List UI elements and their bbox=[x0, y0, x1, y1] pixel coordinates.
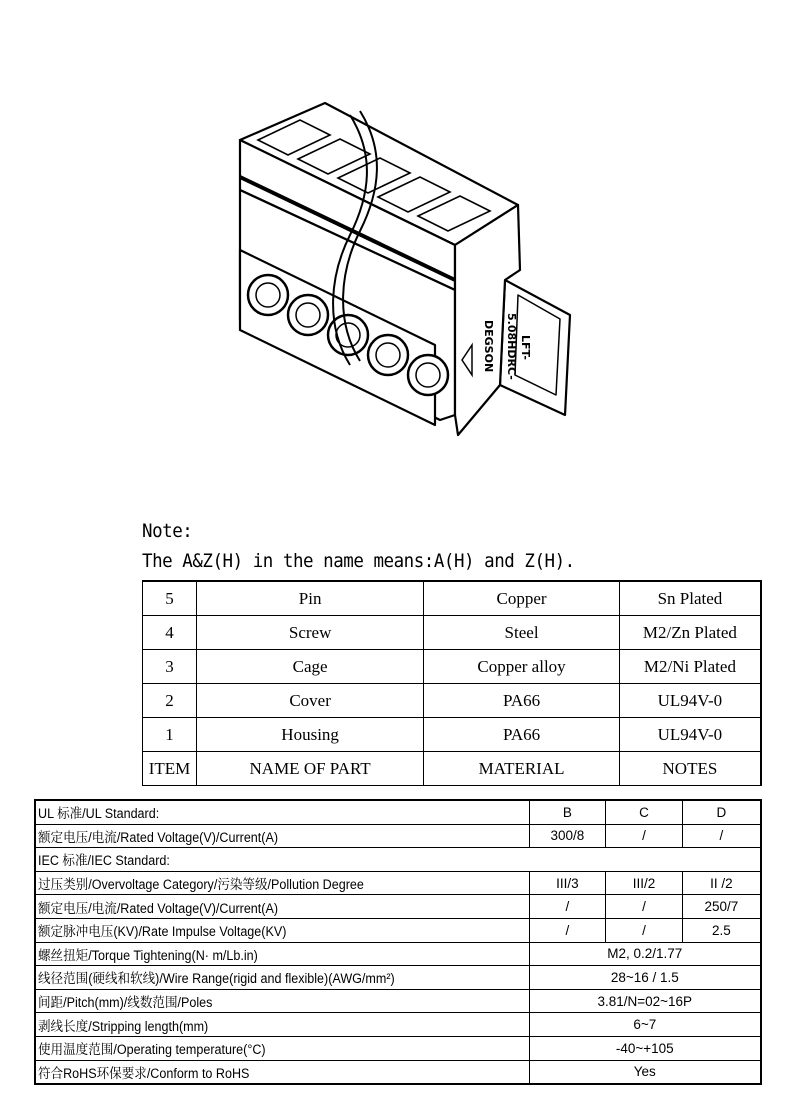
table-row bbox=[143, 581, 762, 616]
spec-value: / bbox=[606, 824, 683, 848]
table-row bbox=[35, 1013, 761, 1037]
bom-header-item: ITEM bbox=[143, 752, 197, 786]
bom-table bbox=[142, 580, 762, 786]
bom-notes: Sn Plated bbox=[619, 581, 761, 616]
spec-value: III/2 bbox=[606, 871, 683, 895]
table-row bbox=[35, 966, 761, 990]
table-row bbox=[35, 800, 761, 824]
spec-value: M2, 0.2/1.77 bbox=[529, 942, 761, 966]
bom-part: Cover bbox=[196, 684, 423, 718]
bom-notes: M2/Ni Plated bbox=[619, 650, 761, 684]
note-title: Note: bbox=[142, 520, 193, 542]
spec-label: 符合RoHS环保要求/Conform to RoHS bbox=[35, 1060, 529, 1084]
bom-item: 5 bbox=[143, 581, 197, 616]
spec-value: / bbox=[529, 895, 606, 919]
table-row bbox=[143, 718, 762, 752]
table-row bbox=[35, 871, 761, 895]
spec-label: 额定脉冲电压(KV)/Rate Impulse Voltage(KV) bbox=[35, 918, 529, 942]
table-row bbox=[143, 684, 762, 718]
product-marking-3: DEGSON bbox=[482, 320, 495, 373]
bom-item: 1 bbox=[143, 718, 197, 752]
class-d-header: D bbox=[682, 800, 761, 824]
spec-table bbox=[34, 799, 762, 1085]
table-row bbox=[35, 1036, 761, 1060]
terminal-block-drawing bbox=[200, 95, 600, 475]
spec-value: 300/8 bbox=[529, 824, 606, 848]
spec-value: / bbox=[529, 918, 606, 942]
bom-material: Copper bbox=[424, 581, 620, 616]
bom-part: Cage bbox=[196, 650, 423, 684]
table-row bbox=[35, 895, 761, 919]
table-row bbox=[143, 616, 762, 650]
spec-label: 额定电压/电流/Rated Voltage(V)/Current(A) bbox=[35, 824, 529, 848]
product-marking-1: LFT- bbox=[519, 335, 532, 360]
bom-notes: UL94V-0 bbox=[619, 718, 761, 752]
bom-notes: UL94V-0 bbox=[619, 684, 761, 718]
spec-value: 250/7 bbox=[682, 895, 761, 919]
spec-label: 螺丝扭矩/Torque Tightening(N· m/Lb.in) bbox=[35, 942, 529, 966]
spec-value: Yes bbox=[529, 1060, 761, 1084]
spec-value: 28~16 / 1.5 bbox=[529, 966, 761, 990]
bom-notes: M2/Zn Plated bbox=[619, 616, 761, 650]
table-row bbox=[35, 942, 761, 966]
bom-part: Pin bbox=[196, 581, 423, 616]
spec-value: 3.81/N=02~16P bbox=[529, 989, 761, 1013]
product-marking-2: 5.08HDRC- bbox=[505, 313, 518, 380]
bom-part: Housing bbox=[196, 718, 423, 752]
table-row bbox=[35, 1060, 761, 1084]
spec-label: 线径范围(硬线和软线)/Wire Range(rigid and flexible)(AWG/mm²) bbox=[35, 966, 529, 990]
table-row bbox=[35, 918, 761, 942]
bom-header-notes: NOTES bbox=[619, 752, 761, 786]
spec-label: 过压类别/Overvoltage Category/污染等级/Pollution Degree bbox=[35, 871, 529, 895]
table-row bbox=[143, 650, 762, 684]
bom-item: 4 bbox=[143, 616, 197, 650]
spec-value: II /2 bbox=[682, 871, 761, 895]
spec-label: 使用温度范围/Operating temperature(°C) bbox=[35, 1036, 529, 1060]
table-row bbox=[35, 824, 761, 848]
spec-value: 2.5 bbox=[682, 918, 761, 942]
note-text: The A&Z(H) in the name means:A(H) and Z(H). bbox=[142, 550, 575, 572]
bom-item: 2 bbox=[143, 684, 197, 718]
bom-material: Steel bbox=[424, 616, 620, 650]
table-row bbox=[35, 989, 761, 1013]
bom-header-material: MATERIAL bbox=[424, 752, 620, 786]
bom-material: Copper alloy bbox=[424, 650, 620, 684]
bom-header-part: NAME OF PART bbox=[196, 752, 423, 786]
spec-value: -40~+105 bbox=[529, 1036, 761, 1060]
spec-value: / bbox=[606, 895, 683, 919]
bom-part: Screw bbox=[196, 616, 423, 650]
bom-material: PA66 bbox=[424, 684, 620, 718]
class-c-header: C bbox=[606, 800, 683, 824]
bom-header-row bbox=[143, 752, 762, 786]
table-row bbox=[35, 848, 761, 872]
bom-item: 3 bbox=[143, 650, 197, 684]
class-b-header: B bbox=[529, 800, 606, 824]
ul-standard-label: UL 标准/UL Standard: bbox=[35, 800, 529, 824]
spec-label: 额定电压/电流/Rated Voltage(V)/Current(A) bbox=[35, 895, 529, 919]
iec-standard-label: IEC 标准/IEC Standard: bbox=[35, 848, 761, 872]
spec-label: 剥线长度/Stripping length(mm) bbox=[35, 1013, 529, 1037]
spec-label: 间距/Pitch(mm)/线数范围/Poles bbox=[35, 989, 529, 1013]
bom-material: PA66 bbox=[424, 718, 620, 752]
spec-value: III/3 bbox=[529, 871, 606, 895]
spec-value: / bbox=[606, 918, 683, 942]
spec-value: 6~7 bbox=[529, 1013, 761, 1037]
spec-value: / bbox=[682, 824, 761, 848]
